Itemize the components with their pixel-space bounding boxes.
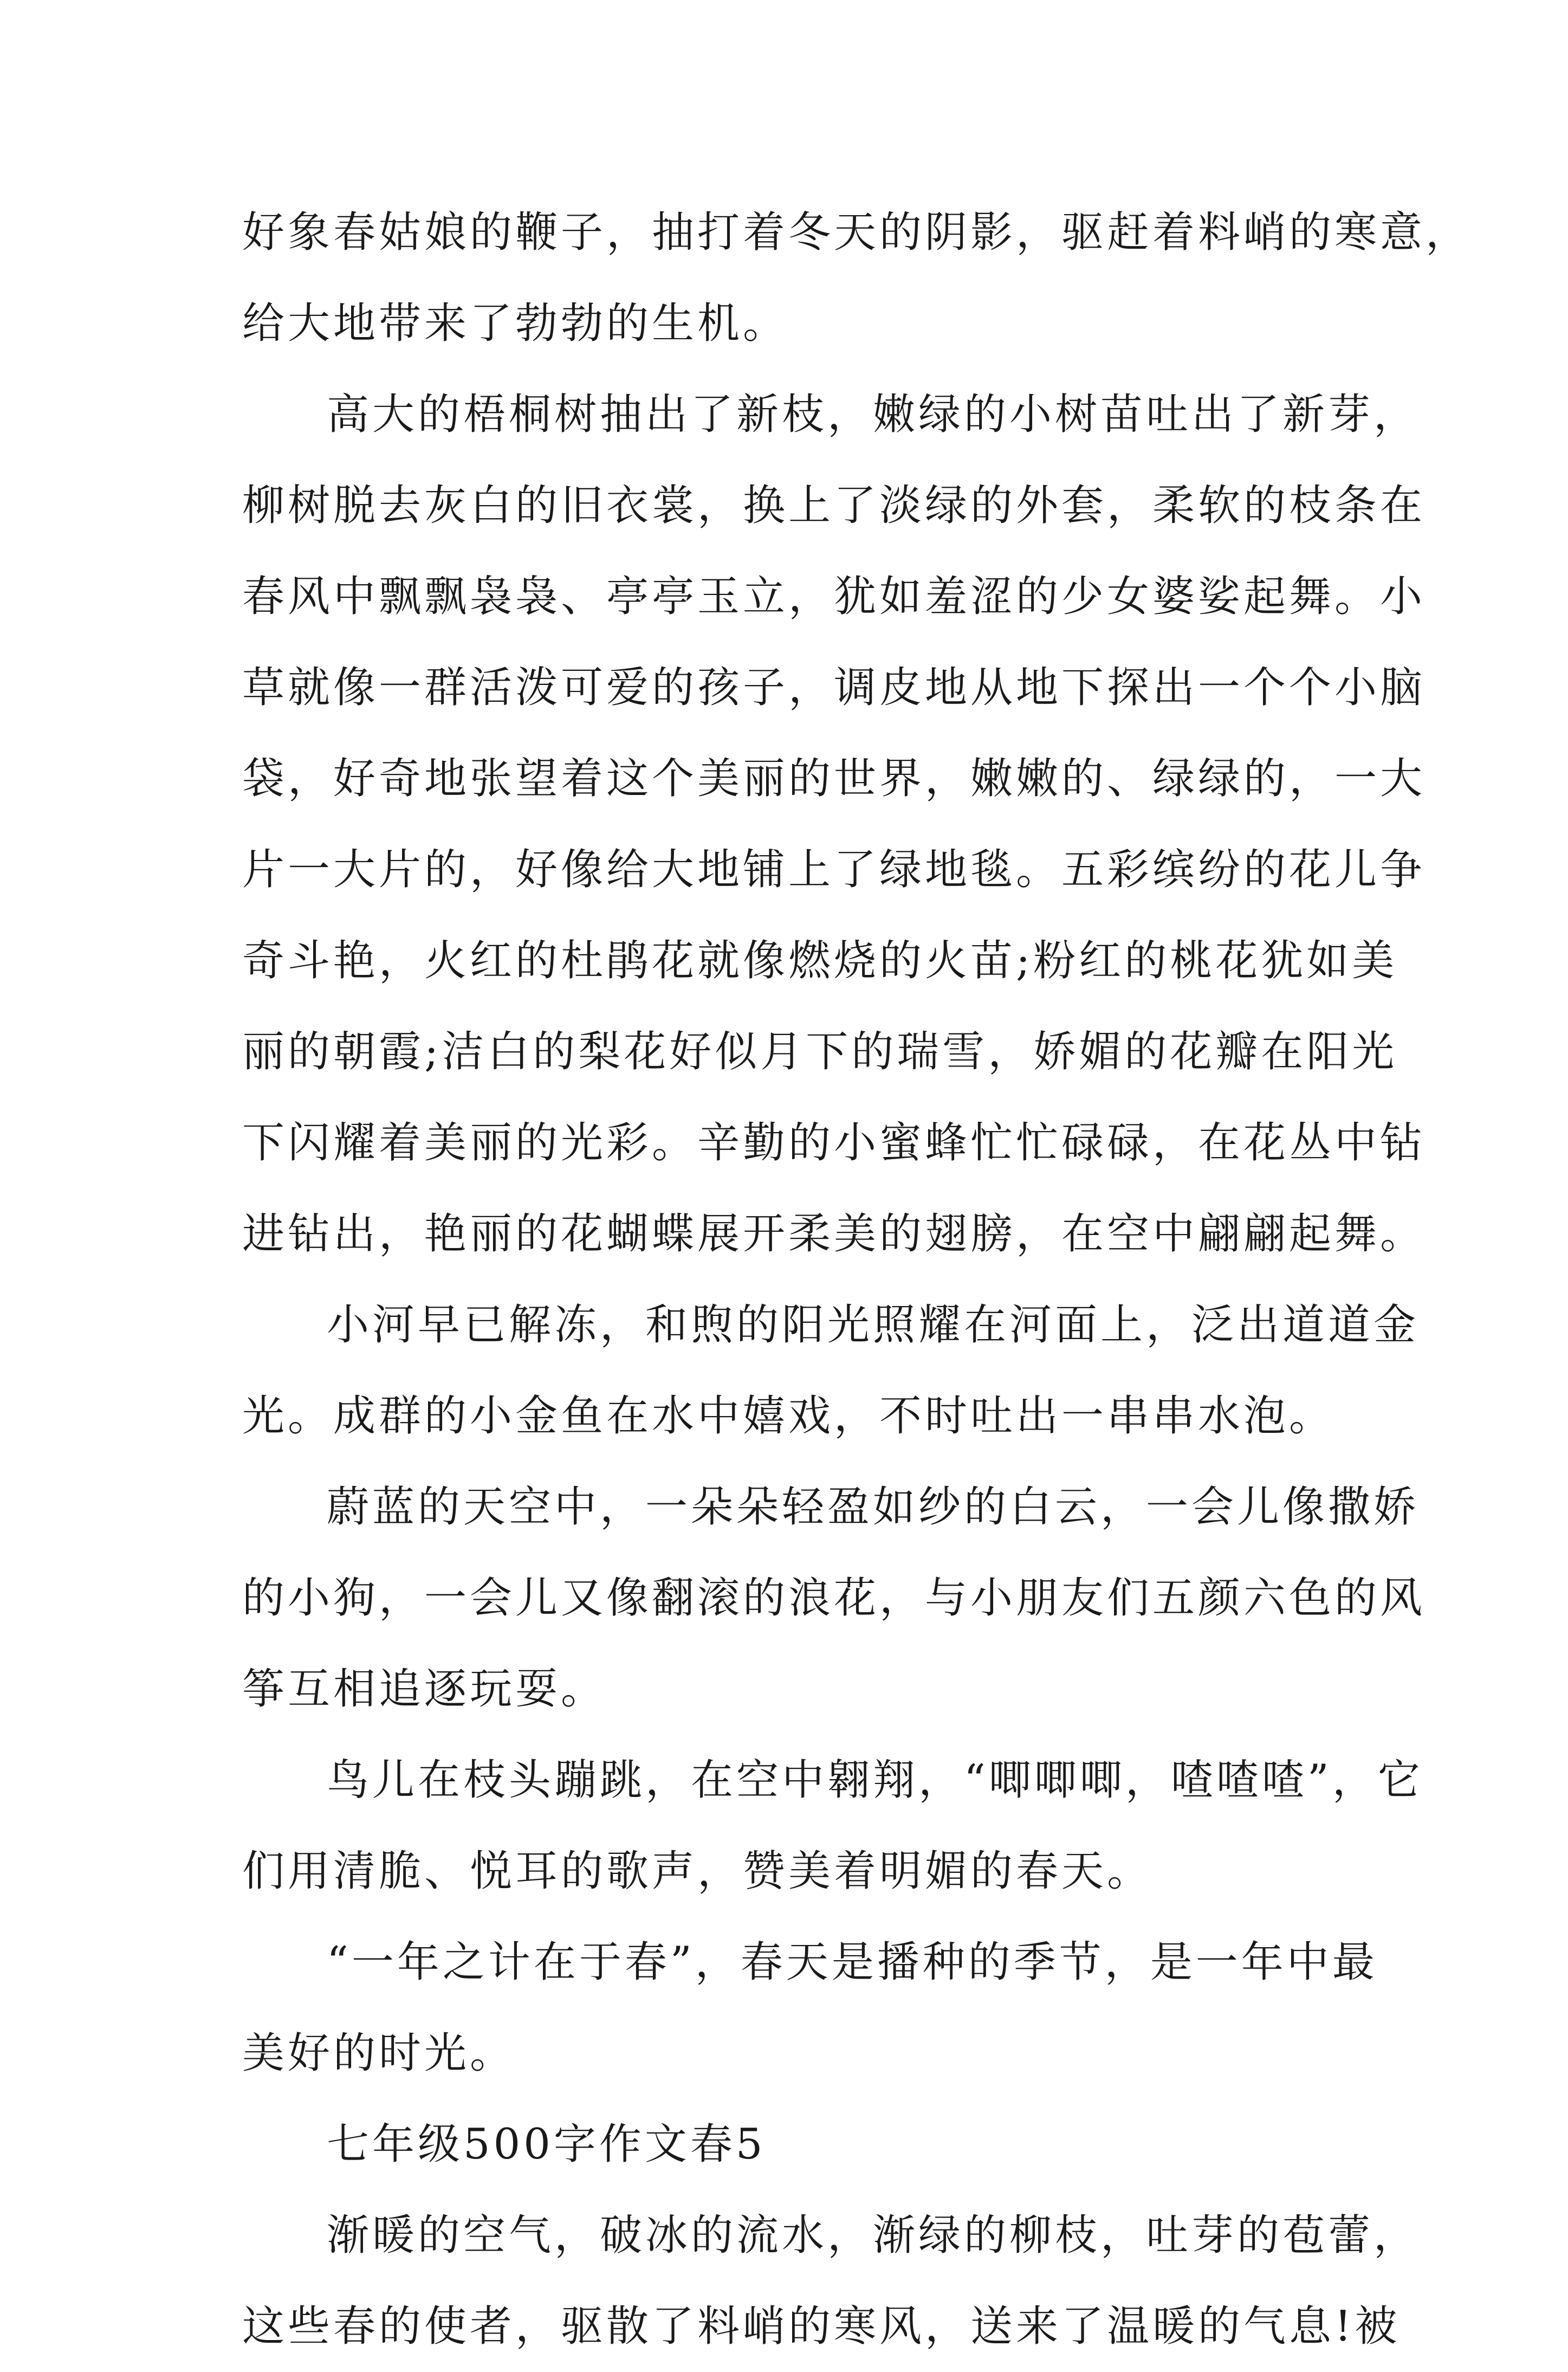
text-line: 下闪耀着美丽的光彩。辛勤的小蜜蜂忙忙碌碌，在花丛中钻 (242, 1119, 1426, 1167)
section-heading: 七年级500字作文春5 (327, 2120, 766, 2169)
paragraph-start-line: 高大的梧桐树抽出了新枝，嫩绿的小树苗吐出了新芽， (327, 390, 1420, 439)
text-line: 的小狗，一会儿又像翻滚的浪花，与小朋友们五颜六色的风 (242, 1574, 1426, 1623)
text-line: 好象春姑娘的鞭子，抽打着冬天的阴影，驱赶着料峭的寒意， (242, 208, 1472, 257)
text-line: 光。成群的小金鱼在水中嬉戏，不时吐出一串串水泡。 (242, 1392, 1335, 1440)
paragraph-start-line: 鸟儿在枝头蹦跳，在空中翱翔，“唧唧唧，喳喳喳”，它 (327, 1756, 1423, 1805)
text-line: 给大地带来了勃勃的生机。 (242, 299, 789, 348)
paragraph-start-line: “一年之计在于春”，春天是播种的季节，是一年中最 (327, 1938, 1378, 1987)
text-line: 美好的时光。 (242, 2029, 516, 2078)
paragraph-start-line: 小河早已解冻，和煦的阳光照耀在河面上，泛出道道金 (327, 1301, 1420, 1349)
text-line: 柳树脱去灰白的旧衣裳，换上了淡绿的外套，柔软的枝条在 (242, 481, 1426, 530)
text-line: 筝互相追逐玩耍。 (242, 1665, 607, 1714)
text-line: 草就像一群活泼可爱的孩子，调皮地从地下探出一个个小脑 (242, 663, 1426, 712)
text-line: 春风中飘飘袅袅、亭亭玉立，犹如羞涩的少女婆娑起舞。小 (242, 572, 1426, 621)
text-line: 们用清脆、悦耳的歌声，赞美着明媚的春天。 (242, 1847, 1153, 1896)
paragraph-start-line: 渐暖的空气，破冰的流水，渐绿的柳枝，吐芽的苞蕾， (327, 2211, 1420, 2260)
text-line: 袋，好奇地张望着这个美丽的世界，嫩嫩的、绿绿的，一大 (242, 754, 1426, 803)
paragraph-start-line: 蔚蓝的天空中，一朵朵轻盈如纱的白云，一会儿像撒娇 (327, 1483, 1420, 1531)
text-line: 奇斗艳，火红的杜鹃花就像燃烧的火苗;粉红的桃花犹如美 (242, 936, 1398, 985)
text-line: 片一大片的，好像给大地铺上了绿地毯。五彩缤纷的花儿争 (242, 845, 1426, 894)
text-line: 丽的朝霞;洁白的梨花好似月下的瑞雪，娇媚的花瓣在阳光 (242, 1027, 1398, 1076)
text-line: 这些春的使者，驱散了料峭的寒风，送来了温暖的气息!被 (242, 2302, 1401, 2351)
text-line: 进钻出，艳丽的花蝴蝶展开柔美的翅膀，在空中翩翩起舞。 (242, 1210, 1426, 1258)
essay-body (242, 187, 1472, 2372)
